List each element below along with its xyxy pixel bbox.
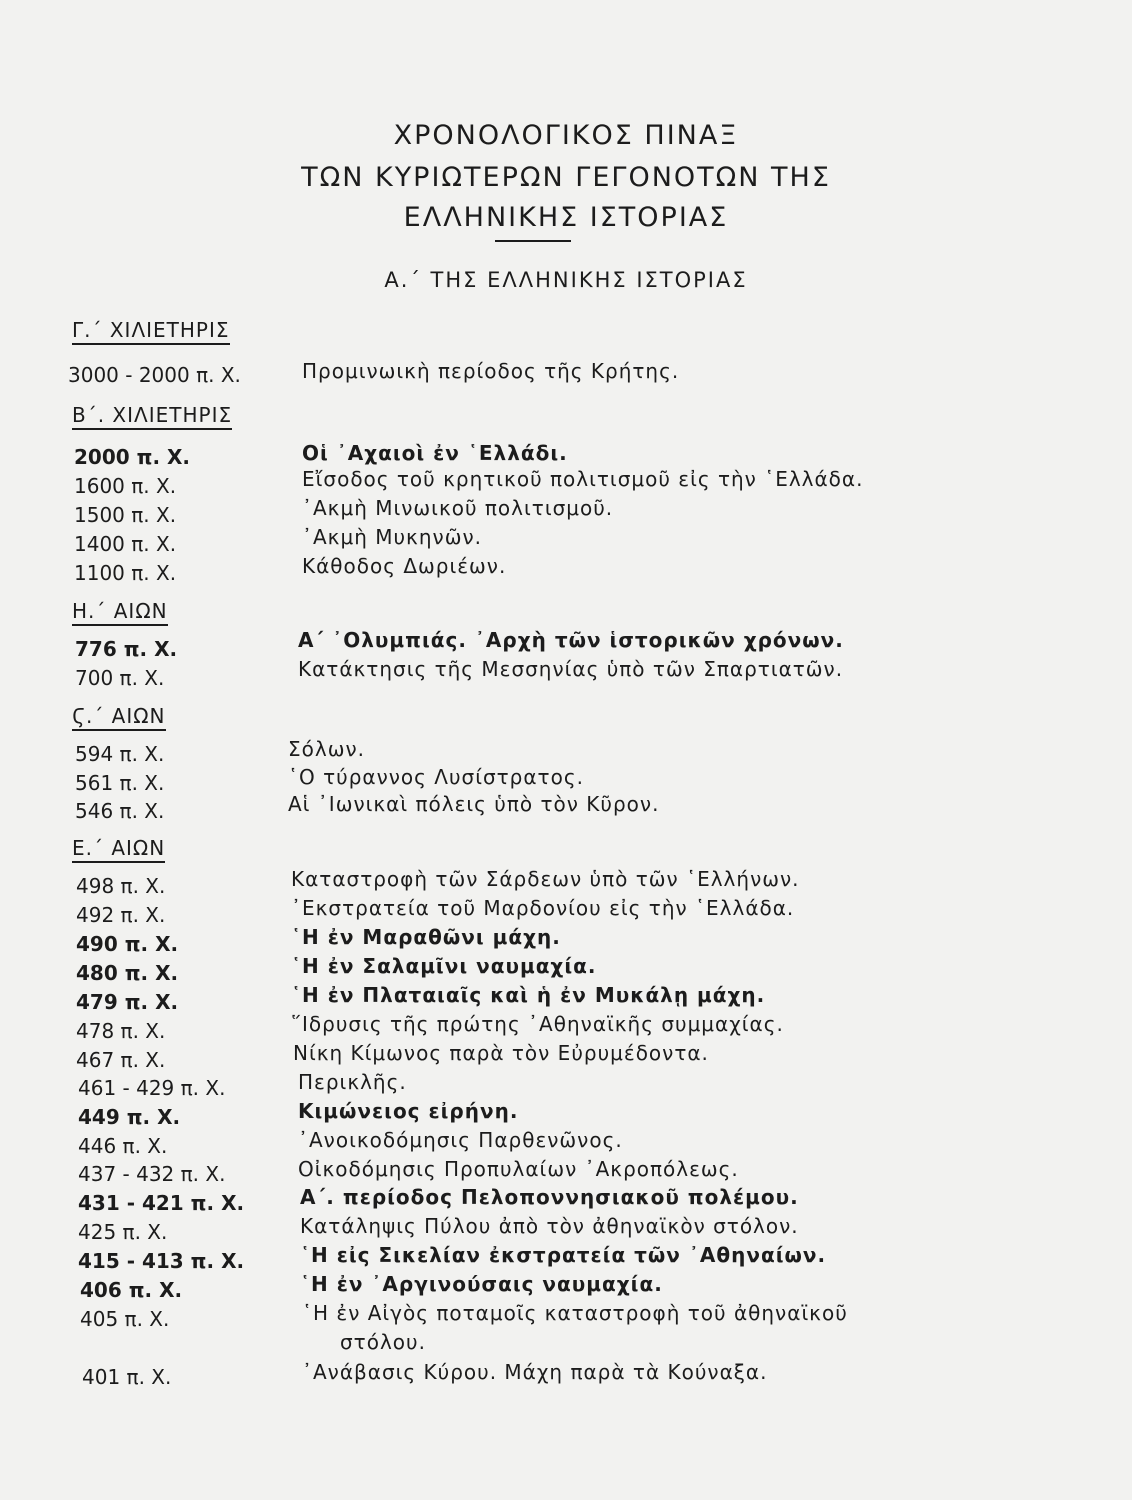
- entry-date: 431 - 421 π. Χ.: [78, 1191, 245, 1215]
- entry-date: 446 π. Χ.: [78, 1134, 168, 1158]
- entry-event: Κατάληψις Πύλου ἀπὸ τὸν ἀθηναϊκὸν στόλον.: [300, 1214, 799, 1238]
- title-line-2: ΤΩΝ ΚΥΡΙΩΤΕΡΩΝ ΓΕΓΟΝΟΤΩΝ ΤΗΣ: [301, 162, 831, 193]
- entry-date: 401 π. Χ.: [82, 1365, 172, 1389]
- entry-event: ᾿Ανάβασις Κύρου. Μάχη παρὰ τὰ Κούναξα.: [302, 1360, 768, 1384]
- entry-event: Προμινωικὴ περίοδος τῆς Κρήτης.: [302, 359, 680, 383]
- entry-date: 415 - 413 π. Χ.: [78, 1249, 245, 1273]
- title-line-1: ΧΡΟΝΟΛΟΓΙΚΟΣ ΠΙΝΑΞ: [393, 120, 739, 151]
- entry-date: 561 π. Χ.: [75, 771, 165, 795]
- entry-date: 1500 π. Χ.: [74, 503, 177, 527]
- entry-event: ῾Η ἐν Σαλαμῖνι ναυμαχία.: [291, 954, 597, 978]
- entry-event: ῞Ιδρυσις τῆς πρώτης ᾿Αθηναϊκῆς συμμαχίας.: [291, 1012, 784, 1036]
- entry-event: Α΄. περίοδος Πελοποννησιακοῦ πολέμου.: [300, 1185, 799, 1209]
- entry-event: ᾿Ακμὴ Μινωικοῦ πολιτισμοῦ.: [302, 496, 614, 520]
- entry-event: Οἱ ᾿Αχαιοὶ ἐν ῾Ελλάδι.: [302, 441, 568, 465]
- period-heading-8th-century: Η.΄ ΑΙΩΝ: [72, 599, 168, 626]
- entry-date: 479 π. Χ.: [76, 990, 179, 1014]
- entry-event: Αἱ ᾿Ιωνικαὶ πόλεις ὑπὸ τὸν Κῦρον.: [288, 792, 660, 816]
- entry-date: 700 π. Χ.: [75, 666, 165, 690]
- entry-event: Κιμώνειος εἰρήνη.: [298, 1099, 519, 1123]
- entry-date: 1400 π. Χ.: [74, 532, 177, 556]
- period-heading-3rd-millennium: Γ.΄ ΧΙΛΙΕΤΗΡΙΣ: [72, 318, 230, 345]
- entry-event-continuation: στόλου.: [340, 1330, 426, 1354]
- entry-event: ῾Η ἐν ᾿Αργινούσαις ναυμαχία.: [300, 1272, 663, 1296]
- entry-event: Νίκη Κίμωνος παρὰ τὸν Εὐρυμέδοντα.: [293, 1041, 709, 1065]
- title-divider: [495, 240, 571, 242]
- entry-event: Οἰκοδόμησις Προπυλαίων ᾿Ακροπόλεως.: [298, 1157, 739, 1181]
- entry-date: 467 π. Χ.: [76, 1048, 166, 1072]
- section-title: Α.΄ ΤΗΣ ΕΛΛΗΝΙΚΗΣ ΙΣΤΟΡΙΑΣ: [384, 268, 748, 292]
- period-heading-2nd-millennium: Β΄. ΧΙΛΙΕΤΗΡΙΣ: [72, 403, 232, 430]
- entry-event: Σόλων.: [288, 737, 365, 761]
- entry-event: ῾Ο τύραννος Λυσίστρατος.: [288, 765, 584, 789]
- entry-date: 776 π. Χ.: [75, 637, 178, 661]
- entry-date: 480 π. Χ.: [76, 961, 179, 985]
- period-heading-6th-century: Ϛ.΄ ΑΙΩΝ: [72, 704, 166, 731]
- entry-date: 594 π. Χ.: [75, 742, 165, 766]
- entry-date: 546 π. Χ.: [75, 799, 165, 823]
- entry-event: Α΄ ᾿Ολυμπιάς. ᾿Αρχὴ τῶν ἱστορικῶν χρόνων.: [298, 628, 844, 652]
- entry-event: Κατάκτησις τῆς Μεσσηνίας ὑπὸ τῶν Σπαρτιατῶν.: [298, 657, 844, 681]
- title-line-3: ΕΛΛΗΝΙΚΗΣ ΙΣΤΟΡΙΑΣ: [403, 202, 729, 233]
- entry-date: 1100 π. Χ.: [74, 561, 177, 585]
- entry-date: 425 π. Χ.: [78, 1220, 168, 1244]
- entry-date: 405 π. Χ.: [80, 1307, 170, 1331]
- entry-date: 437 - 432 π. Χ.: [78, 1162, 226, 1186]
- entry-event: ᾿Εκστρατεία τοῦ Μαρδονίου εἰς τὴν ῾Ελλάδα.: [291, 896, 795, 920]
- entry-date: 2000 π. Χ.: [74, 445, 191, 469]
- entry-event: ᾿Ακμὴ Μυκηνῶν.: [302, 525, 482, 549]
- entry-event: Κάθοδος Δωριέων.: [302, 554, 507, 578]
- entry-date: 461 - 429 π. Χ.: [78, 1076, 226, 1100]
- entry-date: 406 π. Χ.: [80, 1278, 183, 1302]
- entry-event: Εἴσοδος τοῦ κρητικοῦ πολιτισμοῦ εἰς τὴν ῾Ελλάδα.: [302, 467, 864, 491]
- entry-event: ᾿Ανοικοδόμησις Παρθενῶνος.: [298, 1128, 623, 1152]
- entry-event: ῾Η ἐν Μαραθῶνι μάχη.: [291, 925, 561, 949]
- entry-event: ῾Η ἐν Πλαταιαῖς καὶ ἡ ἐν Μυκάλῃ μάχη.: [291, 983, 766, 1007]
- entry-event: Περικλῆς.: [298, 1070, 407, 1094]
- period-heading-5th-century: Ε.΄ ΑΙΩΝ: [72, 836, 165, 863]
- entry-date: 449 π. Χ.: [78, 1105, 181, 1129]
- entry-event: Καταστροφὴ τῶν Σάρδεων ὑπὸ τῶν ῾Ελλήνων.: [291, 867, 800, 891]
- entry-date: 498 π. Χ.: [76, 874, 166, 898]
- entry-date: 478 π. Χ.: [76, 1019, 166, 1043]
- entry-event: ῾Η ἐν Αἰγὸς ποταμοῖς καταστροφὴ τοῦ ἀθηναϊκοῦ: [302, 1301, 848, 1325]
- entry-date: 1600 π. Χ.: [74, 474, 177, 498]
- entry-date: 490 π. Χ.: [76, 932, 179, 956]
- entry-date: 492 π. Χ.: [76, 903, 166, 927]
- entry-date: 3000 - 2000 π. Χ.: [68, 363, 241, 387]
- entry-event: ῾Η εἰς Σικελίαν ἐκστρατεία τῶν ᾿Αθηναίων.: [300, 1243, 827, 1267]
